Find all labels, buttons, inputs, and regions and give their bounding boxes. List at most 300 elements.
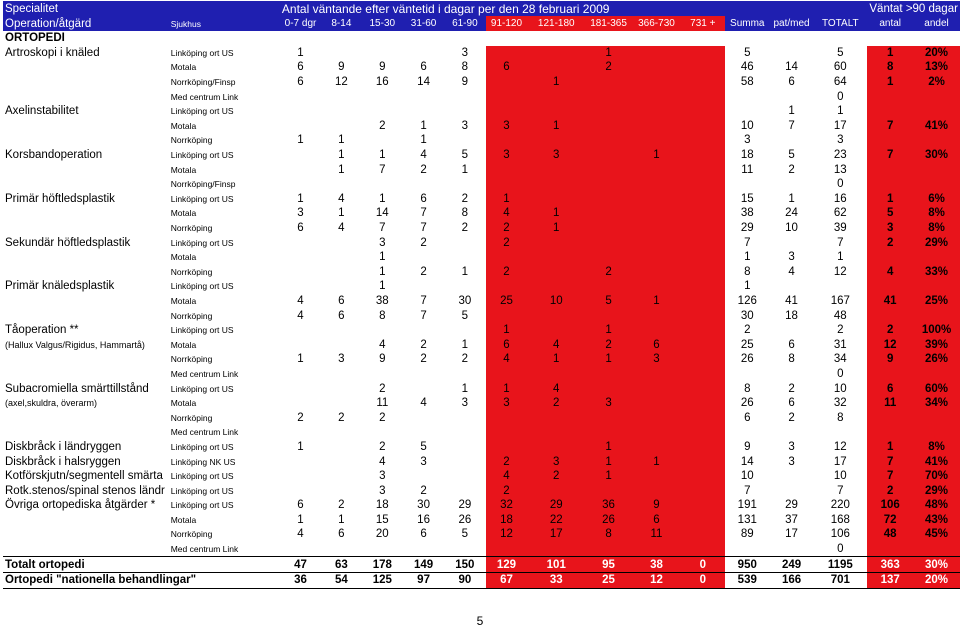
count-cell: 16: [375, 76, 389, 89]
count-cell: 8: [461, 207, 469, 220]
count-cell: [403, 89, 444, 104]
patmed-cell: 6: [788, 397, 795, 410]
summa-cell: 15: [740, 192, 754, 205]
count-cell: 7: [420, 207, 427, 220]
patmed-cell: 4: [788, 265, 795, 278]
over90-count-cell: [867, 89, 913, 104]
count-cell: [486, 133, 528, 148]
operation-label: [3, 308, 169, 323]
count-cell: [585, 162, 632, 177]
count-cell: [681, 60, 725, 75]
over90-count-cell: 48: [867, 527, 913, 542]
count-cell: [280, 89, 321, 104]
table-row: [3, 235, 960, 250]
count-cell: [280, 104, 321, 119]
totalt-cell: 0: [837, 90, 844, 103]
hospital-label: Linköping ort US: [170, 325, 234, 336]
count-cell: [280, 367, 321, 382]
table-row: [3, 89, 960, 104]
hospital-label: Motala: [170, 339, 197, 350]
count-cell: [321, 483, 362, 498]
count-cell: 1: [461, 338, 469, 351]
hospital-label: Norrköping: [170, 266, 213, 277]
over90-share-cell: [913, 425, 960, 440]
count-cell: [280, 425, 321, 440]
count-cell: [681, 308, 725, 323]
count-cell: [280, 119, 321, 134]
count-cell: 2: [486, 221, 528, 236]
table-row: [3, 250, 960, 265]
count-cell: [444, 235, 485, 250]
over90-share-cell: [913, 133, 960, 148]
hospital-label: Motala: [170, 295, 197, 306]
hospital-label: Motala: [170, 208, 197, 219]
count-cell: [585, 89, 632, 104]
count-cell: 1: [297, 46, 304, 59]
count-cell: [632, 206, 681, 221]
count-cell: [585, 75, 632, 90]
table-row: [3, 133, 960, 148]
operation-label: Kotförskjutn/segmentell smärta: [5, 470, 163, 483]
count-cell: 1: [527, 352, 585, 367]
operation-label: Rotk.stenos/spinal stenos ländr: [5, 484, 165, 497]
count-cell: [585, 192, 632, 207]
count-cell: 6: [632, 337, 681, 352]
over90-share-cell: 41%: [913, 119, 960, 134]
over90-share-cell: 29%: [913, 483, 960, 498]
count-cell: [632, 177, 681, 192]
count-cell: 2: [338, 411, 345, 424]
patmed-cell: 37: [785, 513, 798, 526]
count-cell: [527, 192, 585, 207]
count-cell: 1: [632, 148, 681, 163]
count-cell: 6: [420, 528, 427, 541]
count-cell: [486, 89, 528, 104]
patmed-cell: 1: [788, 105, 795, 118]
count-cell: [632, 396, 681, 411]
count-cell: 6: [297, 76, 304, 89]
count-cell: 1: [338, 513, 345, 526]
count-cell: [681, 235, 725, 250]
over90-share-cell: 70%: [913, 469, 960, 484]
table-row: [3, 527, 960, 542]
section-title: ORTOPEDI: [5, 32, 65, 45]
summa-cell: 89: [740, 528, 754, 541]
count-cell: 1: [338, 149, 345, 162]
hospital-label: Linköping ort US: [170, 106, 234, 117]
andel-header: andel: [913, 16, 960, 31]
totalt-cell: 0: [837, 367, 844, 380]
count-cell: 20: [375, 528, 389, 541]
count-cell: 1: [585, 46, 632, 61]
count-cell: [444, 177, 485, 192]
operation-label: Artroskopi i knäled: [5, 46, 100, 59]
count-cell: [486, 104, 528, 119]
patmed-cell: 24: [785, 207, 798, 220]
count-cell: [681, 483, 725, 498]
count-cell: [681, 119, 725, 134]
count-cell: 1: [486, 192, 528, 207]
table-row: [3, 425, 960, 440]
count-cell: [632, 162, 681, 177]
count-cell: [362, 323, 403, 338]
count-cell: [321, 542, 362, 557]
table-row: [3, 469, 960, 484]
count-cell: [632, 265, 681, 280]
total-count-cell: 63: [321, 557, 362, 573]
over-90-header: Väntat >90 dagar: [867, 1, 960, 16]
summa-cell: 29: [740, 222, 754, 235]
totalt-cell: 10: [833, 382, 847, 395]
count-cell: [280, 177, 321, 192]
count-cell: [681, 104, 725, 119]
count-cell: 4: [338, 192, 345, 205]
count-cell: [527, 440, 585, 455]
table-row: [3, 367, 960, 382]
table-row: [3, 265, 960, 280]
over90-count-cell: 106: [867, 498, 913, 513]
operation-label: Tåoperation **: [5, 324, 79, 337]
count-cell: 4: [486, 469, 528, 484]
patmed-cell: 17: [785, 528, 798, 541]
count-cell: 3: [379, 470, 386, 483]
over90-count-cell: 1: [867, 46, 913, 61]
count-cell: [632, 279, 681, 294]
hospital-label: Motala: [170, 62, 197, 73]
count-cell: [444, 104, 485, 119]
totalt-cell: [813, 279, 867, 294]
totalt-cell: 13: [833, 163, 847, 176]
count-cell: [321, 89, 362, 104]
operation-label: [3, 75, 169, 90]
count-cell: [444, 440, 485, 455]
count-cell: [527, 177, 585, 192]
count-cell: [403, 469, 444, 484]
over90-share-cell: 41%: [913, 454, 960, 469]
hospital-label: Motala: [170, 398, 197, 409]
total-over90-share-cell: 30%: [913, 557, 960, 573]
patmed-cell: 18: [785, 309, 798, 322]
count-cell: [585, 542, 632, 557]
count-cell: 3: [486, 148, 528, 163]
table-row: [3, 162, 960, 177]
summa-cell: 5: [744, 46, 751, 59]
count-cell: 18: [486, 513, 528, 528]
summa-cell: 11: [741, 163, 754, 176]
count-cell: [632, 440, 681, 455]
count-cell: 4: [379, 338, 386, 351]
count-cell: 2: [527, 396, 585, 411]
count-cell: [632, 46, 681, 61]
count-cell: 12: [486, 527, 528, 542]
count-cell: [486, 75, 528, 90]
count-cell: [632, 308, 681, 323]
total-count-cell: 125: [362, 572, 403, 588]
patmed-cell: [770, 425, 814, 440]
total-count-cell: 54: [321, 572, 362, 588]
summa-cell: 25: [740, 338, 754, 351]
day-range-header: 15-30: [362, 16, 403, 31]
totals-label: Ortopedi "nationella behandlingar": [3, 572, 280, 588]
table-row: [3, 104, 960, 119]
patmed-cell: [770, 133, 814, 148]
summa-cell: 131: [737, 513, 757, 526]
count-cell: [681, 75, 725, 90]
count-cell: [486, 162, 528, 177]
total-count-cell: 0: [681, 557, 725, 573]
operation-label: (Hallux Valgus/Rigidus, Hammartå): [5, 339, 145, 350]
totalt-cell: 64: [833, 76, 847, 89]
table-row: [3, 410, 960, 425]
over90-share-cell: 8%: [913, 221, 960, 236]
table-row: [3, 498, 960, 513]
totalt-cell: 7: [837, 484, 844, 497]
count-cell: 4: [486, 352, 528, 367]
count-cell: [444, 323, 485, 338]
count-cell: [527, 542, 585, 557]
count-cell: 6: [486, 337, 528, 352]
day-range-header: 0-7 dgr: [280, 16, 321, 31]
count-cell: [362, 367, 403, 382]
count-cell: 8: [585, 527, 632, 542]
count-cell: [280, 381, 321, 396]
operation-label: Sekundär höftledsplastik: [5, 236, 131, 249]
operation-label: Korsbandoperation: [5, 149, 103, 162]
count-cell: [632, 323, 681, 338]
count-cell: 4: [420, 149, 427, 162]
count-cell: [585, 221, 632, 236]
count-cell: [403, 425, 444, 440]
patmed-cell: 2: [788, 163, 795, 176]
patmed-cell: [770, 279, 814, 294]
count-cell: 2: [420, 338, 427, 351]
count-cell: [632, 89, 681, 104]
total-count-cell: 12: [632, 572, 681, 588]
count-cell: 30: [458, 294, 472, 307]
count-cell: 1: [461, 265, 469, 278]
count-cell: [486, 308, 528, 323]
total-count-cell: 33: [527, 572, 585, 588]
summa-cell: [725, 89, 770, 104]
summa-cell: [725, 177, 770, 192]
hospital-label: Norrköping: [170, 135, 213, 146]
table-row: [3, 323, 960, 338]
over90-share-cell: 6%: [913, 192, 960, 207]
operation-label: [3, 367, 169, 382]
count-cell: [527, 265, 585, 280]
totalt-cell: 60: [833, 61, 847, 74]
summa-cell: 7: [744, 484, 751, 497]
count-cell: 3: [632, 352, 681, 367]
operation-label: Axelinstabilitet: [5, 105, 79, 118]
count-cell: [280, 323, 321, 338]
totalt-cell: 12: [833, 440, 847, 453]
count-cell: 4: [338, 222, 345, 235]
count-cell: 2: [527, 469, 585, 484]
count-cell: 3: [379, 484, 386, 497]
count-cell: 2: [379, 382, 386, 395]
count-cell: [444, 425, 485, 440]
count-cell: [321, 381, 362, 396]
over90-count-cell: 7: [867, 119, 913, 134]
count-cell: [486, 367, 528, 382]
count-cell: [486, 46, 528, 61]
count-cell: [632, 133, 681, 148]
count-cell: 4: [297, 309, 304, 322]
count-cell: [444, 542, 485, 557]
count-cell: 36: [585, 498, 632, 513]
count-cell: 6: [338, 294, 345, 307]
count-cell: [486, 250, 528, 265]
over90-count-cell: [867, 308, 913, 323]
summa-cell: [725, 425, 770, 440]
count-cell: [486, 410, 528, 425]
count-cell: 2: [420, 353, 427, 366]
total-count-cell: 101: [527, 557, 585, 573]
over90-share-cell: 8%: [913, 206, 960, 221]
count-cell: 10: [527, 294, 585, 309]
count-cell: 3: [297, 207, 304, 220]
count-cell: 4: [527, 381, 585, 396]
count-cell: [280, 250, 321, 265]
table-row: [3, 221, 960, 236]
hospital-label: Linköping ort US: [170, 237, 234, 248]
over90-share-cell: 8%: [913, 440, 960, 455]
over90-count-cell: [867, 425, 913, 440]
count-cell: 26: [458, 513, 472, 526]
count-cell: 8: [461, 61, 469, 74]
count-cell: [632, 483, 681, 498]
table-row: [3, 75, 960, 90]
count-cell: [321, 396, 362, 411]
count-cell: 1: [297, 513, 304, 526]
count-cell: [585, 381, 632, 396]
patmed-cell: 5: [788, 149, 795, 162]
hospital-label: Norrköping/Finsp: [170, 179, 236, 190]
count-cell: [681, 527, 725, 542]
specialitet-header: Specialitet: [3, 1, 169, 16]
count-cell: [444, 483, 485, 498]
count-cell: 6: [338, 528, 345, 541]
patmed-cell: 3: [788, 251, 795, 264]
table-row: [3, 206, 960, 221]
total-summa-cell: 950: [725, 557, 770, 573]
summa-cell: 46: [740, 61, 754, 74]
count-cell: [486, 279, 528, 294]
count-cell: 1: [632, 294, 681, 309]
count-cell: 2: [461, 353, 469, 366]
patmed-cell: 29: [785, 499, 798, 512]
count-cell: [403, 410, 444, 425]
count-cell: 7: [420, 222, 427, 235]
count-cell: [280, 337, 321, 352]
patmed-cell: 14: [785, 61, 798, 74]
count-cell: [321, 279, 362, 294]
totalt-cell: 16: [833, 192, 847, 205]
count-cell: 1: [585, 454, 632, 469]
waiting-list-table: [3, 1, 960, 589]
count-cell: [681, 265, 725, 280]
total-totalt-cell: 1195: [813, 557, 867, 573]
over90-count-cell: 2: [867, 323, 913, 338]
totalt-cell: 39: [833, 222, 847, 235]
count-cell: [681, 206, 725, 221]
count-cell: [280, 235, 321, 250]
count-cell: [585, 177, 632, 192]
count-cell: 6: [420, 192, 427, 205]
count-cell: [681, 192, 725, 207]
count-cell: 3: [379, 236, 386, 249]
count-cell: 1: [379, 149, 386, 162]
table-row: [3, 294, 960, 309]
over90-count-cell: 4: [867, 265, 913, 280]
operation-label: [3, 513, 169, 528]
count-cell: 9: [338, 61, 345, 74]
total-count-cell: 95: [585, 557, 632, 573]
count-cell: [444, 469, 485, 484]
count-cell: 6: [486, 60, 528, 75]
count-cell: 2: [461, 192, 469, 205]
over90-share-cell: 60%: [913, 381, 960, 396]
count-cell: [362, 46, 403, 61]
over90-share-cell: 26%: [913, 352, 960, 367]
page-number: 5: [476, 614, 484, 628]
patmed-cell: 2: [788, 382, 795, 395]
summa-cell: 8: [744, 265, 751, 278]
over90-share-cell: [913, 162, 960, 177]
totalt-cell: 48: [833, 309, 847, 322]
count-cell: [280, 279, 321, 294]
table-row: [3, 337, 960, 352]
over90-count-cell: 12: [867, 337, 913, 352]
count-cell: [632, 60, 681, 75]
table-row: [3, 308, 960, 323]
summa-cell: [725, 542, 770, 557]
count-cell: [527, 162, 585, 177]
total-count-cell: 97: [403, 572, 444, 588]
count-cell: [585, 483, 632, 498]
patmed-cell: 6: [788, 76, 795, 89]
patmed-cell: [770, 542, 814, 557]
count-cell: [362, 133, 403, 148]
count-cell: 2: [420, 265, 427, 278]
totals-row: [3, 557, 960, 573]
summa-cell: 126: [737, 294, 757, 307]
count-cell: [362, 542, 403, 557]
over90-share-cell: [913, 542, 960, 557]
count-cell: 7: [420, 294, 427, 307]
count-cell: [585, 119, 632, 134]
count-cell: [632, 367, 681, 382]
operation-label: [3, 294, 169, 309]
totalt-cell: 168: [830, 513, 850, 526]
over90-share-cell: 34%: [913, 396, 960, 411]
over90-count-cell: 2: [867, 235, 913, 250]
count-cell: 26: [585, 513, 632, 528]
count-cell: 1: [379, 251, 386, 264]
over90-count-cell: 11: [867, 396, 913, 411]
count-cell: 1: [632, 454, 681, 469]
day-range-header: 8-14: [321, 16, 362, 31]
count-cell: [585, 148, 632, 163]
over90-count-cell: 7: [867, 469, 913, 484]
header-row-2: [3, 16, 960, 31]
count-cell: [486, 425, 528, 440]
count-cell: [681, 425, 725, 440]
over90-count-cell: [867, 177, 913, 192]
hospital-header: Sjukhus: [169, 16, 280, 31]
count-cell: [681, 367, 725, 382]
